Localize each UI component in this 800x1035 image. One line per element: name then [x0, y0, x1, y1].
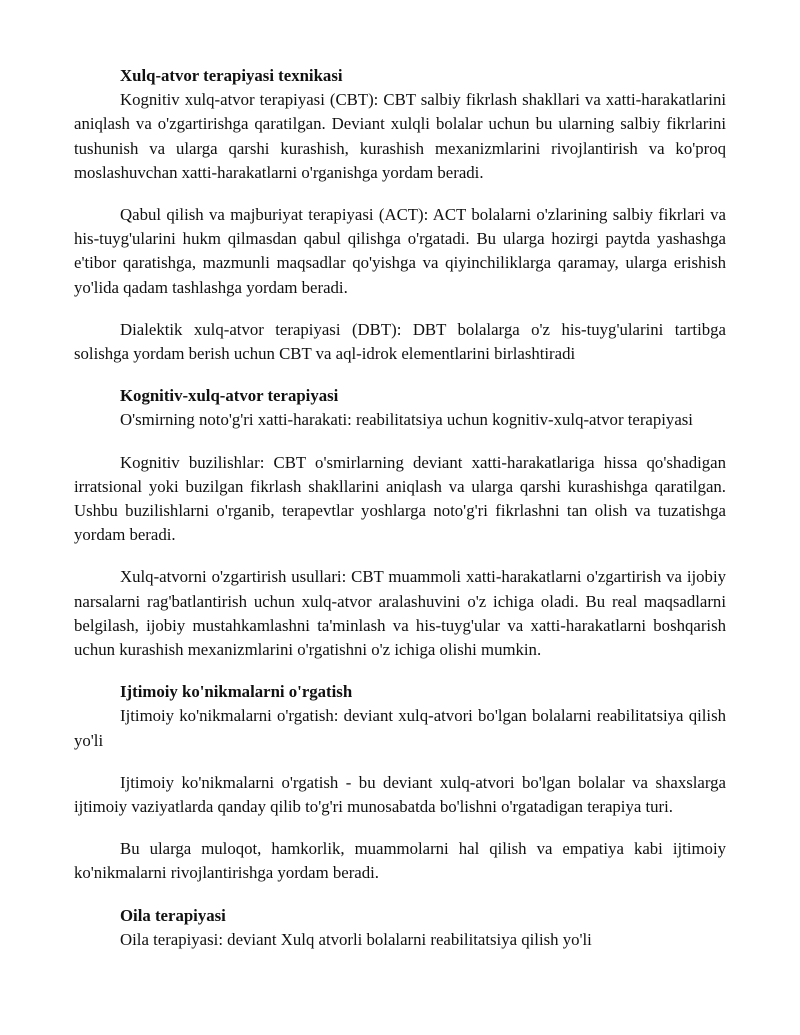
- paragraph-gap: [74, 547, 726, 565]
- paragraph: Oila terapiyasi: deviant Xulq atvorli bolalarni reabilitatsiya qilish yo'li: [120, 929, 592, 949]
- paragraph-gap: [74, 433, 726, 451]
- paragraph: Xulq-atvorni o'zgartirish usullari: CBT muammoli xatti-harakatlarni o'zgartirish va ijobiy narsalarni rag'batlantirish uchun xulq-atvor aralashuvini o'z ichiga oladi. Bu real maqsadlarni belgilash, ijobiy mustahkamlashni ta'minlash va his-tuyg'ular va xatti-harakatlarni boshqarish uchun kurashish mexanizmlarini o'rgatishni o'z ichiga olishi mumkin.: [74, 567, 726, 660]
- paragraph: Bu ularga muloqot, hamkorlik, muammolarni hal qilish va empatiya kabi ijtimoiy ko'nikmalarni rivojlantirishga yordam beradi.: [74, 839, 726, 883]
- section-heading: Xulq-atvor terapiyasi texnikasi: [120, 66, 343, 85]
- paragraph: O'smirning noto'g'ri xatti-harakati: reabilitatsiya uchun kognitiv-xulq-atvor terapiyasi: [120, 410, 693, 430]
- section-heading: Ijtimoiy ko'nikmalarni o'rgatish: [120, 682, 353, 702]
- section-gap: [74, 886, 726, 904]
- paragraph: Qabul qilish va majburiyat terapiyasi (ACT): ACT bolalarni o'zlarining salbiy fikrlari va his-tuyg'ularini hukm qilmasdan qabul qilishga o'rgatadi. Bu ularga hozirgi paytda yashashga e'tibor qaratishga, mazmunli maqsadlar qo'yishga va qiyinchiliklarga qaramay, ularga erishish yo'lida qadam tashlashga yordam beradi.: [74, 205, 726, 297]
- document-page: [74, 64, 726, 952]
- paragraph: Kognitiv buzilishlar: CBT o'smirlarning deviant xatti-harakatlariga hissa qo'shadigan irratsional yoki buzilgan fikrlash shakllarini aniqlash va ularga qarshi kurashishga qaratilgan. Ushbu buzilishlarni o'rganib, terapevtlar yoshlarga noto'g'ri fikrlashni tan olish va tuzatishga yordam beradi.: [74, 452, 726, 545]
- section-gap: [74, 366, 726, 384]
- paragraph: Dialektik xulq-atvor terapiyasi (DBT): DBT bolalarga o'z his-tuyg'ularini tartibga solishga yordam berish uchun CBT va aql-idrok elementlarini birlashtiradi: [74, 319, 726, 364]
- paragraph-gap: [74, 185, 726, 203]
- paragraph: Kognitiv xulq-atvor terapiyasi (CBT): CBT salbiy fikrlash shakllari va xatti-harakatlarini aniqlash va o'zgartirishga qaratilgan. Deviant xulqli bolalar uchun bu ularning salbiy fikrlarini tushunish va ularga qarshi kurashish, kurashish mexanizmlarini rivojlantirish va ko'proq moslashuvchan xatti-harakatlarni o'rganishga yordam beradi.: [74, 90, 726, 182]
- section-gap: [74, 662, 726, 680]
- paragraph-gap: [74, 753, 726, 771]
- section-heading: Kognitiv-xulq-atvor terapiyasi: [120, 386, 339, 406]
- section-heading: Oila terapiyasi: [120, 905, 226, 925]
- paragraph: Ijtimoiy ko'nikmalarni o'rgatish: deviant xulq-atvori bo'lgan bolalarni reabilitatsiya qilish yo'li: [74, 706, 726, 750]
- paragraph-gap: [74, 819, 726, 837]
- paragraph: Ijtimoiy ko'nikmalarni o'rgatish - bu deviant xulq-atvori bo'lgan bolalar va shaxslarga ijtimoiy vaziyatlarda qanday qilib to'g'ri munosabatda bo'lishni o'rgatadigan terapiya turi.: [74, 772, 726, 817]
- paragraph-gap: [74, 300, 726, 318]
